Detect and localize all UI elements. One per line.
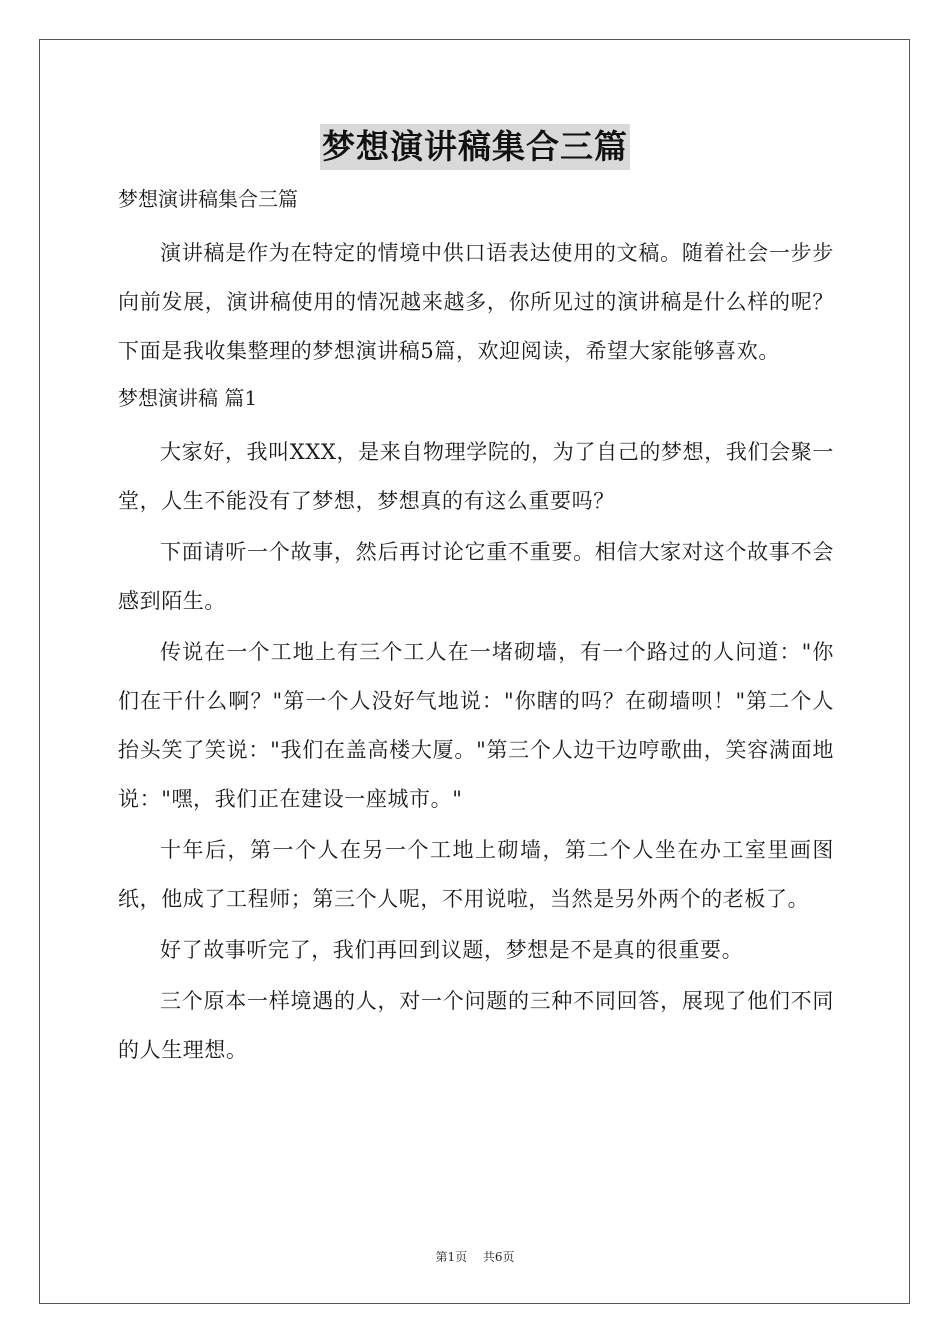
- body-paragraph: 三个原本一样境遇的人，对一个问题的三种不同回答，展现了他们不同的人生理想。: [118, 989, 834, 1062]
- body-paragraph: 下面请听一个故事，然后再讨论它重不重要。相信大家对这个故事不会感到陌生。: [118, 540, 834, 613]
- body-paragraph: 十年后，第一个人在另一个工地上砌墙，第二个人坐在办工室里画图纸，他成了工程师；第三个人呢，不用说啦，当然是另外两个的老板了。: [118, 838, 834, 911]
- document-title: 梦想演讲稿集合三篇: [320, 124, 630, 170]
- document-subtitle: 梦想演讲稿集合三篇: [118, 187, 298, 211]
- page-footer: [0, 1248, 950, 1265]
- document-body: [118, 181, 834, 1077]
- page-number: 第1页: [435, 1250, 468, 1264]
- page-total: 共6页: [482, 1250, 515, 1264]
- title-container: [0, 124, 950, 170]
- section-heading: 梦想演讲稿 篇1: [118, 386, 258, 410]
- body-paragraph: 传说在一个工地上有三个工人在一堵砌墙，有一个路过的人问道："你们在干什么啊？"第一个人没好气地说："你瞎的吗？在砌墙呗！"第二个人抬头笑了笑说："我们在盖高楼大厦。"第三个人边干边哼歌曲，笑容满面地说："嘿，我们正在建设一座城市。": [118, 640, 834, 811]
- body-paragraph: 大家好，我叫XXX，是来自物理学院的，为了自己的梦想，我们会聚一堂，人生不能没有了梦想，梦想真的有这么重要吗？: [118, 440, 834, 513]
- body-paragraph: 好了故事听完了，我们再回到议题，梦想是不是真的很重要。: [160, 938, 744, 962]
- intro-paragraph: 演讲稿是作为在特定的情境中供口语表达使用的文稿。随着社会一步步向前发展，演讲稿使用的情况越来越多，你所见过的演讲稿是什么样的呢？下面是我收集整理的梦想演讲稿5篇，欢迎阅读，希望大家能够喜欢。: [118, 241, 834, 363]
